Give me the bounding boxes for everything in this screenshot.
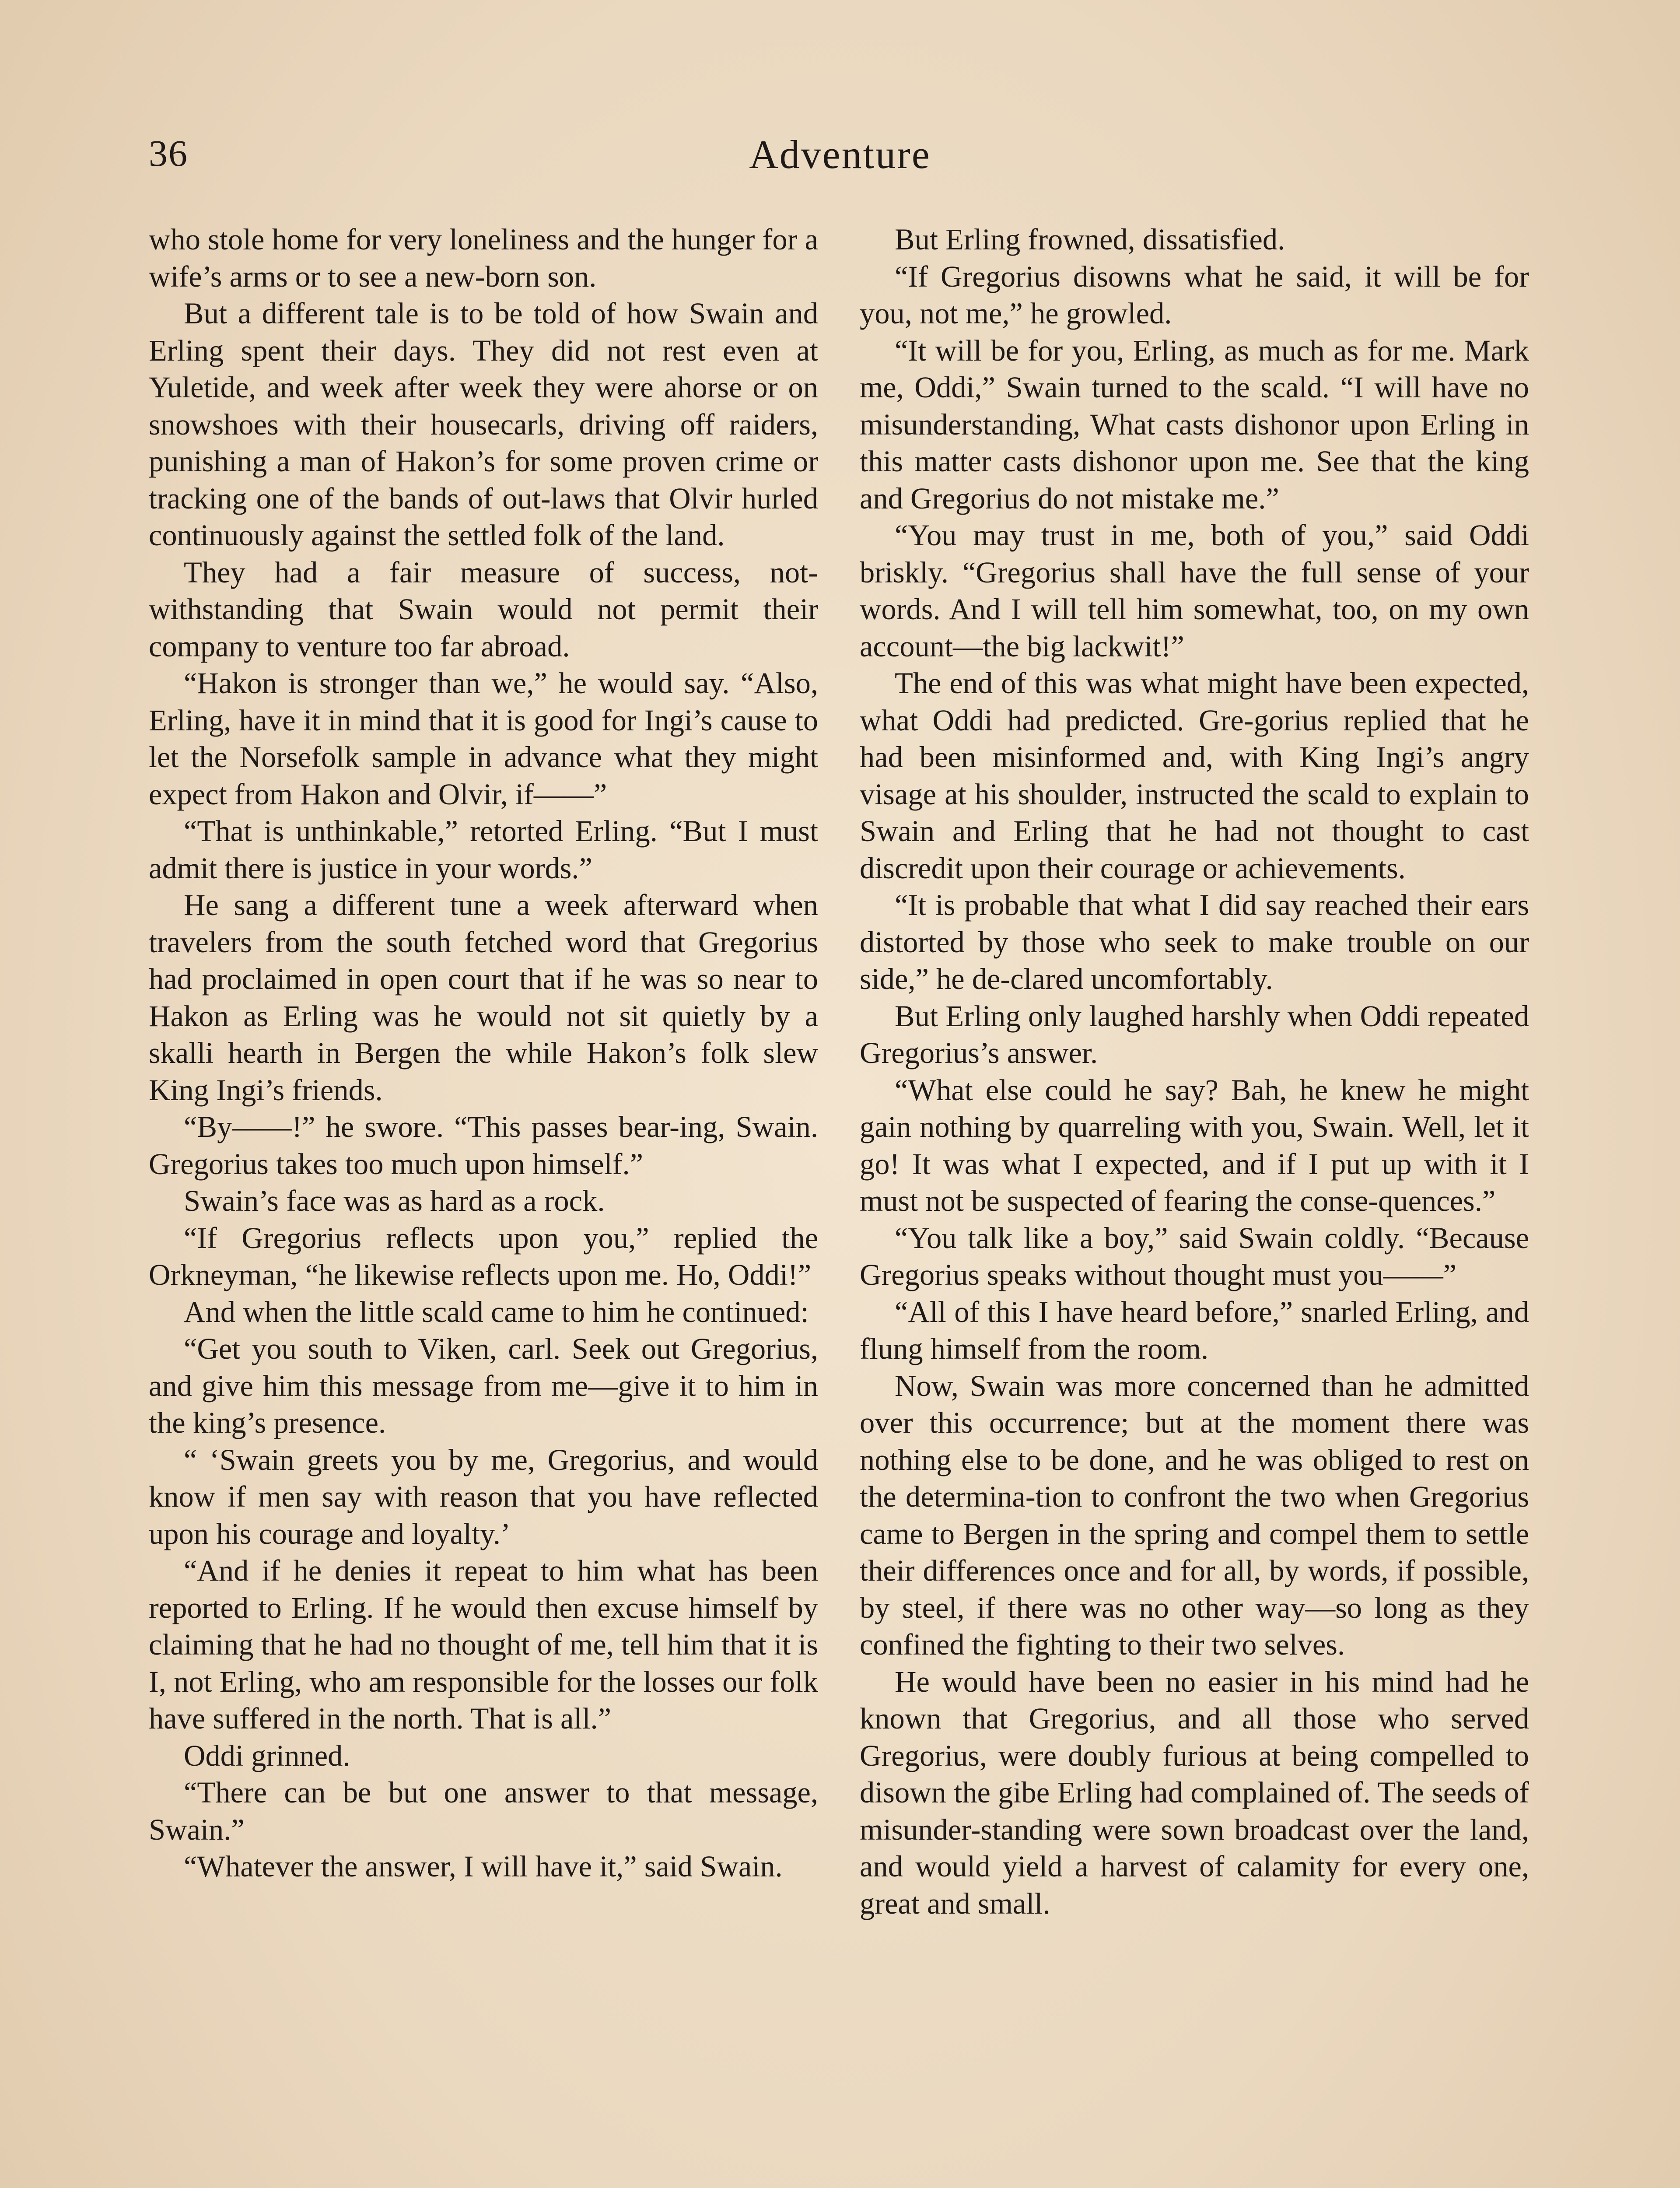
paragraph: “You may trust in me, both of you,” said Oddi briskly. “Gregorius shall have the full sense of your words. And I will tell him somewhat, too, on my own account—the big lackwit!” (860, 519, 1529, 663)
paragraph: “If Gregorius reflects upon you,” replied the Orkneyman, “he likewise reflects upon me. Ho, Oddi!” (149, 1221, 818, 1291)
paragraph: “Get you south to Viken, carl. Seek out Gregorius, and give him this message from me—give it to him in the king’s presence. (149, 1332, 818, 1439)
paragraph: And when the little scald came to him he continued: (184, 1295, 809, 1329)
paragraph: But Erling only laughed harshly when Oddi repeated Gregorius’s answer. (860, 999, 1529, 1069)
paragraph: Now, Swain was more concerned than he admitted over this occurrence; but at the moment there was nothing else to be done, and he was obliged to rest on the determina-tion to confront the two when Gregorius came to Bergen in the spring and compel them to settle their differences once and for all, by words, if possible, by steel, if there was no other way—so long as they confined the fighting to their two selves. (860, 1369, 1529, 1661)
left-column (149, 221, 818, 1885)
paragraph: “Hakon is stronger than we,” he would say. “Also, Erling, have it in mind that it is good for Ingi’s cause to let the Norsefolk sample in advance what they might expect from Hakon and Olvir, if——” (149, 666, 818, 811)
paragraph: He would have been no easier in his mind had he known that Gregorius, and all those who served Gregorius, were doubly furious at being compelled to disown the gibe Erling had complained of. The seeds of misunder-standing were sown broadcast over the land, and would yield a harvest of calamity for every one, great and small. (860, 1665, 1529, 1920)
paragraph: Oddi grinned. (184, 1739, 350, 1772)
paragraph: But a different tale is to be told of how Swain and Erling spent their days. They did not rest even at Yuletide, and week after week they were ahorse or on snowshoes with their housecarls, driving off raiders, punishing a man of Hakon’s for some proven crime or tracking one of the bands of out-laws that Olvir hurled continuously against the settled folk of the land. (149, 297, 818, 552)
paragraph: “What else could he say? Bah, he knew he might gain nothing by quarreling with you, Swain. Well, let it go! It was what I expected, and if I put up with it I must not be suspected of fearing the conse-quences.” (860, 1073, 1529, 1217)
running-head (144, 131, 1536, 188)
paragraph: “You talk like a boy,” said Swain coldly. “Because Gregorius speaks without thought must you——” (860, 1221, 1529, 1291)
paragraph: “It will be for you, Erling, as much as for me. Mark me, Oddi,” Swain turned to the scald. “I will have no misunderstanding, What casts dishonor upon Erling in this matter casts dishonor upon me. See that the king and Gregorius do not mistake me.” (860, 333, 1529, 515)
paragraph: “And if he denies it repeat to him what has been reported to Erling. If he would then excuse himself by claiming that he had no thought of me, tell him that it is I, not Erling, who am responsible for the losses our folk have suffered in the north. That is all.” (149, 1554, 818, 1735)
page-number: 36 (149, 132, 188, 174)
paragraph: who stole home for very loneliness and the hunger for a wife’s arms or to see a new-born son. (149, 223, 818, 293)
paragraph: “ ‘Swain greets you by me, Gregorius, and would know if men say with reason that you have reflected upon his courage and loyalty.’ (149, 1443, 818, 1550)
right-column (860, 221, 1529, 1922)
paragraph: “That is unthinkable,” retorted Erling. “But I must admit there is justice in your words.” (149, 814, 818, 885)
paragraph: They had a fair measure of success, not-withstanding that Swain would not permit their company to venture too far abroad. (149, 555, 818, 663)
magazine-title: Adventure (749, 132, 931, 177)
paragraph: Swain’s face was as hard as a rock. (184, 1184, 605, 1217)
paragraph: But Erling frowned, dissatisfied. (895, 223, 1285, 256)
paragraph: “Whatever the answer, I will have it,” said Swain. (184, 1850, 783, 1883)
paragraph: “If Gregorius disowns what he said, it will be for you, not me,” he growled. (860, 259, 1529, 330)
paragraph: “By——!” he swore. “This passes bear-ing, Swain. Gregorius takes too much upon himself.” (149, 1110, 818, 1181)
paragraph: “There can be but one answer to that message, Swain.” (149, 1776, 818, 1846)
paragraph: “It is probable that what I did say reached their ears distorted by those who seek to make trouble on our side,” he de-clared uncomfortably. (860, 888, 1529, 996)
paragraph: “All of this I have heard before,” snarled Erling, and flung himself from the room. (860, 1295, 1529, 1365)
paragraph: The end of this was what might have been expected, what Oddi had predicted. Gre-gorius replied that he had been misinformed and, with King Ingi’s angry visage at his shoulder, instructed the scald to explain to Swain and Erling that he had not thought to cast discredit upon their courage or achievements. (860, 666, 1529, 885)
paragraph: He sang a different tune a week afterward when travelers from the south fetched word that Gregorius had proclaimed in open court that if he was so near to Hakon as Erling was he would not sit quietly by a skalli hearth in Bergen the while Hakon’s folk slew King Ingi’s friends. (149, 888, 818, 1107)
